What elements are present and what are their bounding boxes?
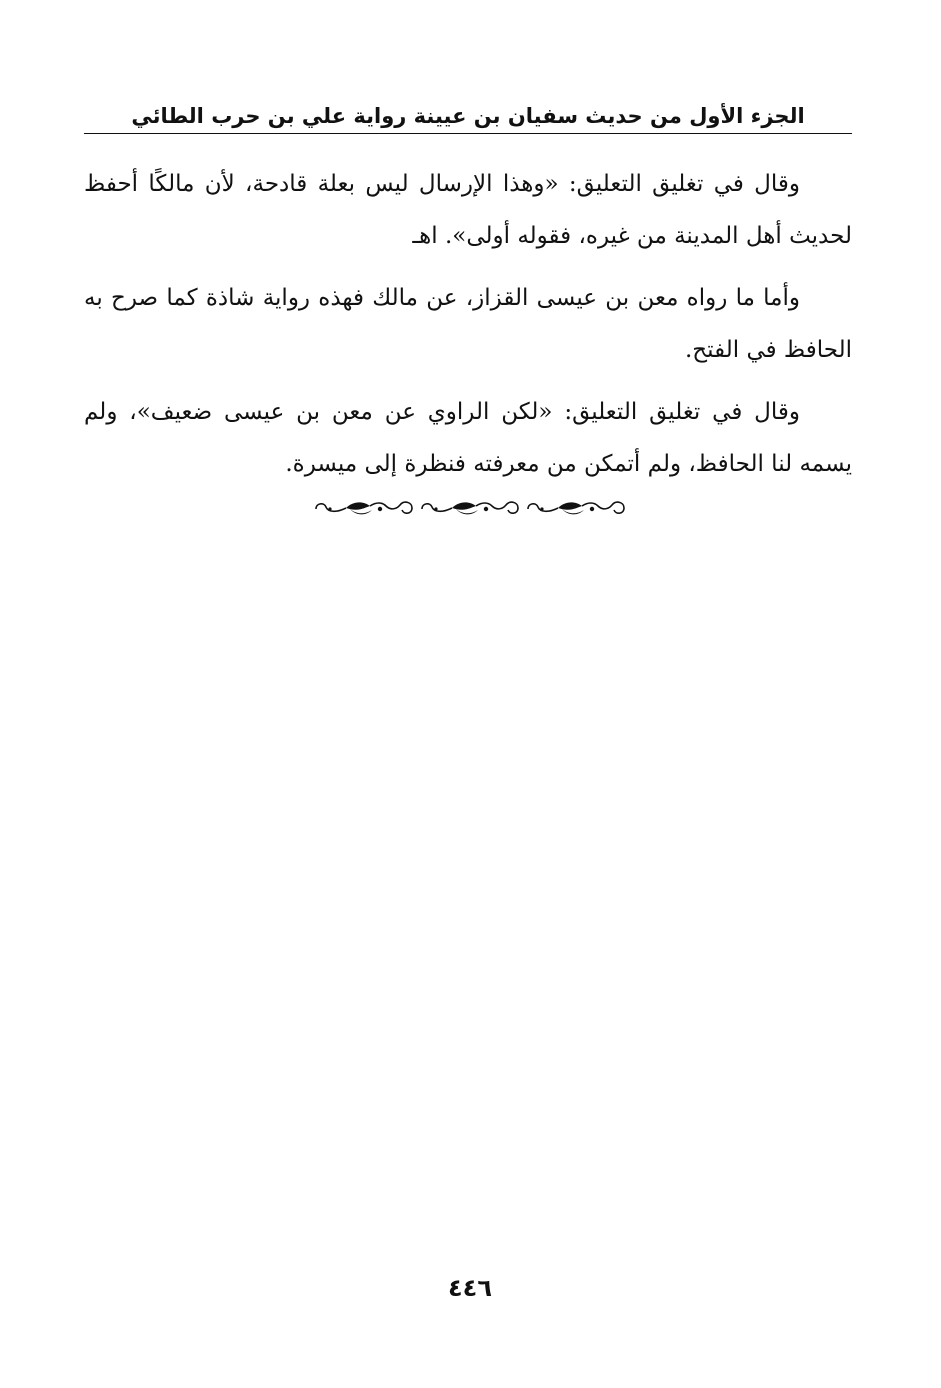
header-rule [84,133,852,134]
paragraph-2: وأما ما رواه معن بن عيسى القزاز، عن مالك فهذه رواية شاذة كما صرح به الحافظ في الفتح. [84,285,852,363]
running-header-title: الجزء الأول من حديث سفيان بن عيينة رواية علي بن حرب الطائي [131,104,805,128]
floral-divider-icon [310,490,630,524]
paragraph-1: وقال في تغليق التعليق: «وهذا الإرسال ليس بعلة قادحة، لأن مالكًا أحفظ لحديث أهل المدينة من غيره، فقوله أولى». اهـ [84,171,852,249]
body-text [84,158,852,500]
page-number: ٤٤٦ [448,1274,492,1302]
paragraph-3: وقال في تغليق التعليق: «لكن الراوي عن معن بن عيسى ضعيف»، ولم يسمه لنا الحافظ، ولم أتمكن من معرفته فنظرة إلى ميسرة. [84,399,852,477]
